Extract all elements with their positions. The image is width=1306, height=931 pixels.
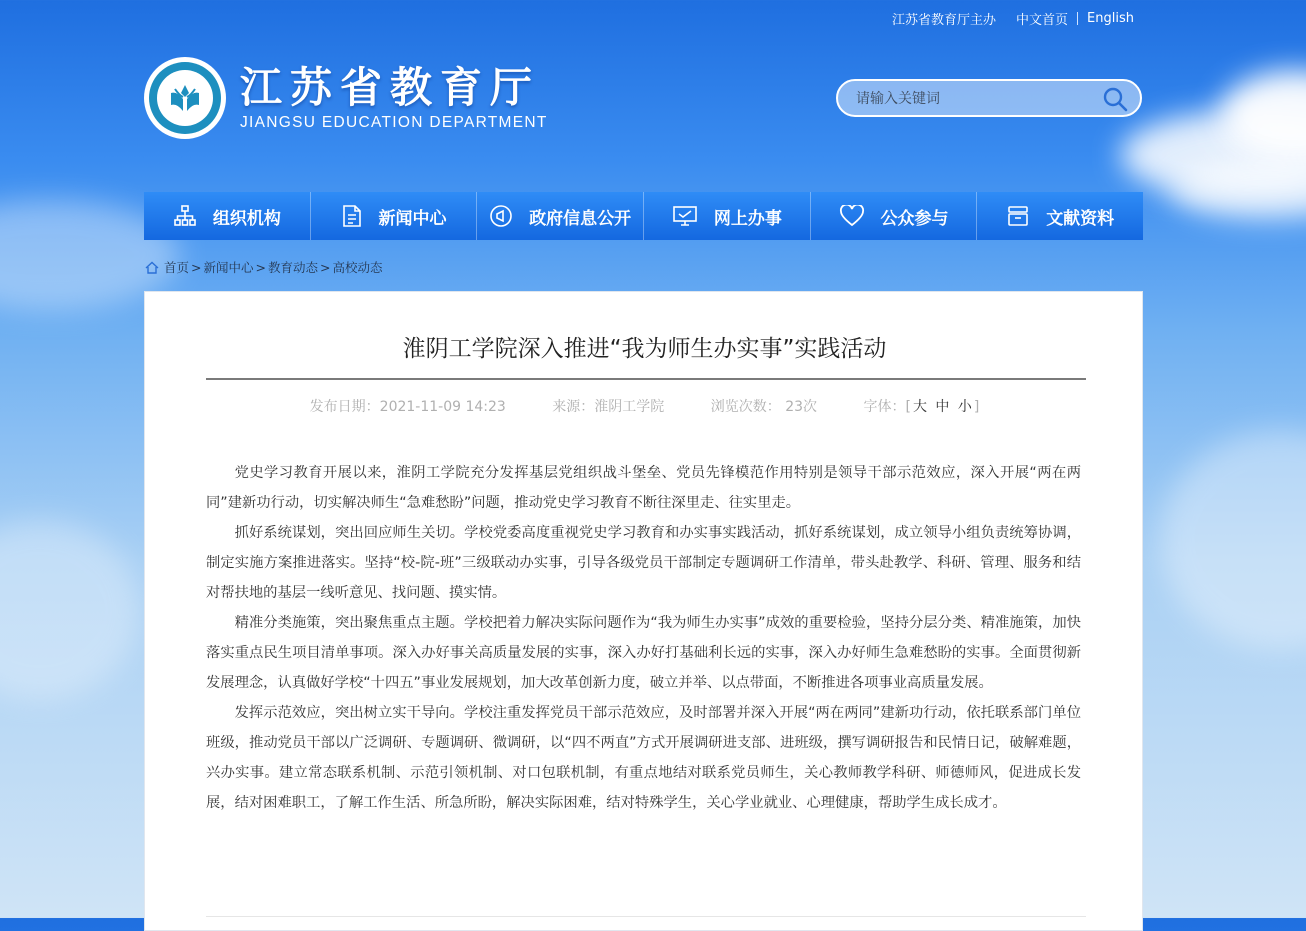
- breadcrumb-university-news[interactable]: 高校动态: [332, 260, 383, 275]
- article-source: 来源：淮阴工学院: [552, 399, 665, 415]
- article-paragraph: 党史学习教育开展以来，淮阴工学院充分发挥基层党组织战斗堡垒、党员先锋模范作用特别是领导干部示范效应，深入开展“两在两同”建新功行动，切实解决师生“急难愁盼”问题，推动党史学习教育不断往深里走、往实里走。: [206, 465, 1081, 511]
- article-meta: [145, 396, 1144, 416]
- site-name-en: JIANGSU EDUCATION DEPARTMENT: [240, 114, 548, 131]
- font-bracket-close: ]: [973, 399, 980, 415]
- nav-item-organization[interactable]: [144, 192, 311, 240]
- font-bracket-open: [: [905, 399, 911, 415]
- site-name-cn: 江苏省教育厅: [240, 63, 541, 112]
- nav-label: 组织机构: [212, 208, 281, 229]
- nav-label: 公众参与: [880, 208, 949, 229]
- search-box: [836, 79, 1142, 117]
- site-logo[interactable]: [144, 57, 548, 139]
- article-panel: [144, 291, 1143, 931]
- breadcrumb-news-center[interactable]: 新闻中心: [203, 260, 254, 275]
- article-title: 淮阴工学院深入推进“我为师生办实事”实践活动: [402, 336, 887, 362]
- article-paragraph: 抓好系统谋划，突出回应师生关切。学校党委高度重视党史学习教育和办实事实践活动，抓好系统谋划，成立领导小组负责统筹协调，制定实施方案推进落实。坚持“校-院-班”三级联动办实事，引导各级党员干部制定专题调研工作清单，带头赴教学、科研、管理、服务和结对帮扶地的基层一线听意见、找问题、摸实情。: [206, 525, 1081, 601]
- cloud-decoration: [1160, 430, 1306, 650]
- home-icon: [145, 261, 159, 274]
- nav-label: 政府信息公开: [529, 208, 632, 229]
- archive-icon: [1006, 204, 1030, 228]
- top-links: [892, 9, 1134, 28]
- font-large-button[interactable]: 大: [912, 399, 927, 415]
- english-link[interactable]: English: [1087, 11, 1134, 26]
- nav-item-public-participation[interactable]: [811, 192, 978, 240]
- document-icon: [341, 204, 363, 228]
- sponsor-text: 江苏省教育厅主办: [892, 13, 997, 28]
- nav-item-news[interactable]: [311, 192, 478, 240]
- article-paragraph: 发挥示范效应，突出树立实干导向。学校注重发挥党员干部示范效应，及时部署并深入开展“两在两同”建新功行动，依托联系部门单位班级，推动党员干部以广泛调研、专题调研、微调研，以“四不两直”方式开展调研进支部、进班级，撰写调研报告和民情日记，破解难题，兴办实事。建立常态联系机制、示范引领机制、对口包联机制，有重点地结对联系党员师生，关心教师教学科研、师德师风，促进成长发展，结对困难职工，了解工作生活、所急所盼，解决实际困难，结对特殊学生，关心学业就业、心理健康，帮助学生成长成才。: [206, 705, 1081, 811]
- chinese-home-link[interactable]: 中文首页: [1016, 13, 1069, 28]
- cloud-decoration: [0, 520, 140, 700]
- breadcrumb: 首页 > 新闻中心 > 教育动态 > 高校动态: [145, 258, 383, 276]
- font-size-control: [863, 399, 979, 415]
- nav-label: 新闻中心: [378, 208, 447, 229]
- view-count: 浏览次数： 23次: [710, 399, 818, 415]
- monitor-icon: [672, 204, 698, 228]
- nav-item-documents[interactable]: [977, 192, 1143, 240]
- title-divider: [206, 378, 1086, 380]
- search-icon[interactable]: [1102, 86, 1128, 116]
- search-input[interactable]: [854, 81, 1098, 117]
- font-medium-button[interactable]: 中: [935, 399, 950, 415]
- publish-date: 发布日期：2021-11-09 14:23: [309, 399, 506, 415]
- org-chart-icon: [173, 204, 197, 228]
- nav-label: 网上办事: [713, 208, 782, 229]
- nav-label: 文献资料: [1046, 208, 1115, 229]
- megaphone-icon: [489, 204, 513, 228]
- heart-icon: [839, 205, 865, 227]
- bottom-divider: [206, 916, 1086, 917]
- font-small-button[interactable]: 小: [957, 399, 972, 415]
- nav-item-online-services[interactable]: [644, 192, 811, 240]
- article-paragraph: 精准分类施策，突出聚焦重点主题。学校把着力解决实际问题作为“我为师生办实事”成效的重要检验，坚持分层分类、精准施策，加快落实重点民生项目清单事项。深入办好事关高质量发展的实事，深入办好打基础利长远的实事，深入办好师生急难愁盼的实事。全面贯彻新发展理念，认真做好学校“十四五”事业发展规划，加大改革创新力度，破立并举、以点带面，不断推进各项事业高质量发展。: [206, 615, 1081, 691]
- article-body: [206, 458, 1081, 818]
- nav-item-gov-info[interactable]: [477, 192, 644, 240]
- breadcrumb-education-news[interactable]: 教育动态: [268, 260, 319, 275]
- font-size-label: 字体：: [863, 399, 906, 415]
- main-nav: [144, 192, 1143, 240]
- breadcrumb-home[interactable]: 首页: [164, 260, 190, 275]
- divider: [1077, 12, 1078, 25]
- emblem-icon: [144, 57, 226, 139]
